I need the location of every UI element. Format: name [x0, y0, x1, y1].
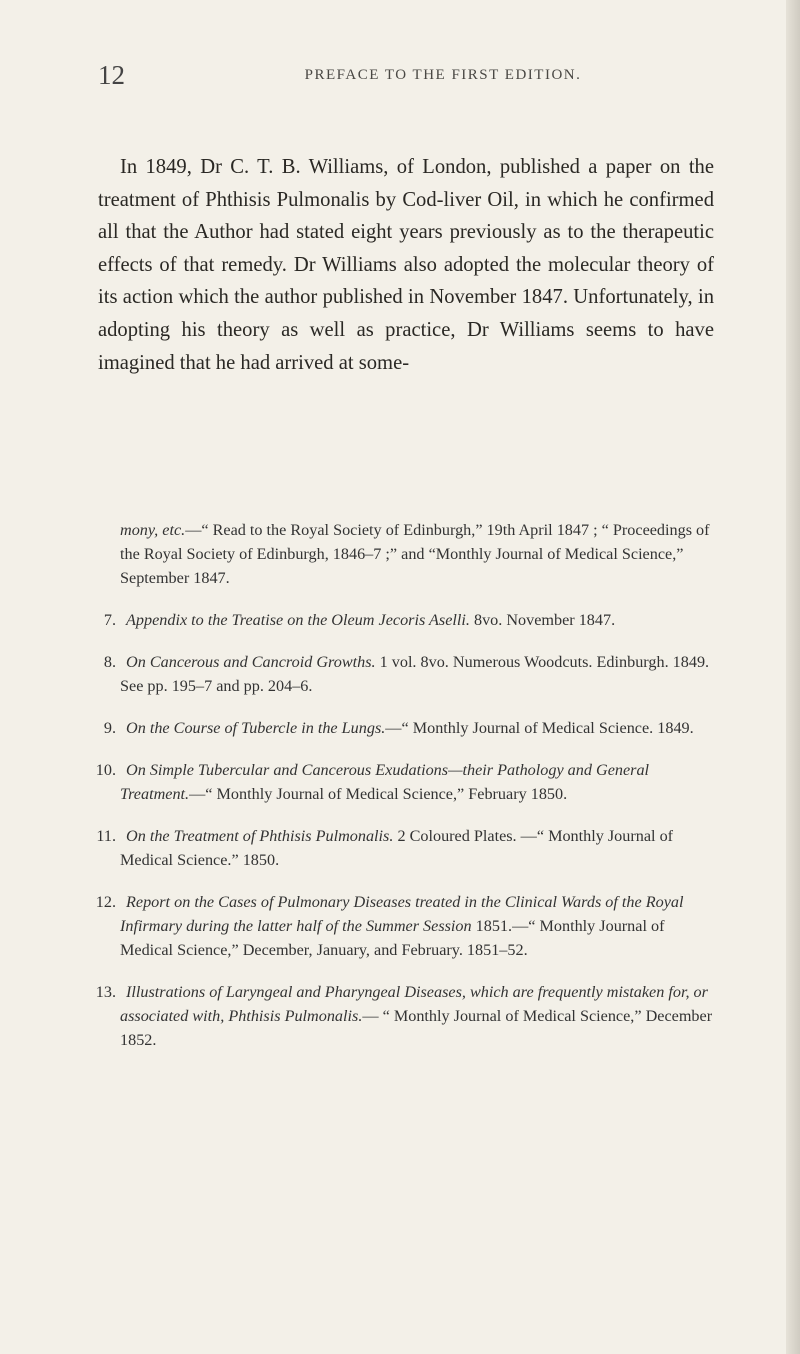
footnote-text: —“ Read to the Royal Society of Edinburgh,” 19th April 1847 ; “ Proceedings of the Royal Society of Edinburgh, 1846–7 ;” and “Monthly Journal of Medical Science,” September 1847.: [120, 521, 710, 587]
footnote-text: 2 Coloured Plates. —“ Monthly Journal of Medical Science.” 1850.: [120, 827, 674, 869]
footnote-title: On Simple Tubercular and Cancerous Exudations—their Pathology and General Treatment.: [120, 761, 650, 803]
footnote-title: On the Treatment of Phthisis Pulmonalis.: [126, 827, 394, 845]
footnote-text: — “ Monthly Journal of Medical Science,” December 1852.: [120, 1007, 713, 1049]
footnote-title: On the Course of Tubercle in the Lungs.: [126, 719, 386, 737]
page-header: [98, 60, 718, 90]
page-number: 12: [98, 60, 125, 90]
footnote-number: 8.: [103, 653, 116, 671]
footnotes: [95, 518, 718, 1070]
footnote-item: [95, 890, 718, 962]
footnote-title: Appendix to the Treatise on the Oleum Jecoris Aselli.: [126, 611, 470, 629]
footnote-item: [95, 758, 718, 806]
footnote-text: 8vo. November 1847.: [469, 611, 616, 629]
footnote-number: 10.: [95, 761, 116, 779]
body-paragraph: In 1849, Dr C. T. B. Williams, of London, published a paper on the treatment of Phthisis Pulmonalis by Cod-liver Oil, in which he confirmed all that the Author had stated eight years previously as to the therapeutic effects of that remedy. Dr Williams also adopted the molecular theory of its action which the author published in November 1847. Unfortunately, in adopting his theory as well as practice, Dr Williams seems to have imagined that he had arrived at some-: [98, 156, 714, 374]
running-head: PREFACE TO THE FIRST EDITION.: [304, 67, 582, 83]
footnote-number: 13.: [95, 983, 116, 1001]
footnote-title: Illustrations of Laryngeal and Pharyngeal Diseases, which are frequently mistaken for, or associated with, Phthisis Pulmonalis.: [120, 983, 708, 1025]
footnote-item: [98, 824, 718, 872]
footnote-number: 12.: [95, 893, 116, 911]
footnote-item: [98, 716, 718, 740]
footnote-number: 11.: [96, 827, 116, 845]
footnote-title: mony, etc.: [120, 521, 186, 539]
page-edge-shadow: [786, 0, 800, 1354]
footnote-item: [98, 608, 718, 632]
footnote-item: [98, 650, 718, 698]
footnote-title: Report on the Cases of Pulmonary Diseases treated in the Clinical Wards of the Royal Infirmary during the latter half of the Summer Session: [120, 893, 684, 935]
footnote-continuation: [120, 518, 718, 590]
footnote-number: 7.: [103, 611, 116, 629]
footnote-number: 9.: [103, 719, 116, 737]
footnote-item: [95, 980, 718, 1052]
footnote-text: —“ Monthly Journal of Medical Science,” February 1850.: [189, 785, 568, 803]
footnote-text: 1 vol. 8vo. Numerous Woodcuts. Edinburgh. 1849. See pp. 195–7 and pp. 204–6.: [120, 653, 710, 695]
footnote-title: On Cancerous and Cancroid Growths.: [126, 653, 376, 671]
footnote-text: —“ Monthly Journal of Medical Science. 1849.: [385, 719, 694, 737]
footnote-text: 1851.—“ Monthly Journal of Medical Science,” December, January, and February. 1851–52.: [120, 917, 665, 959]
